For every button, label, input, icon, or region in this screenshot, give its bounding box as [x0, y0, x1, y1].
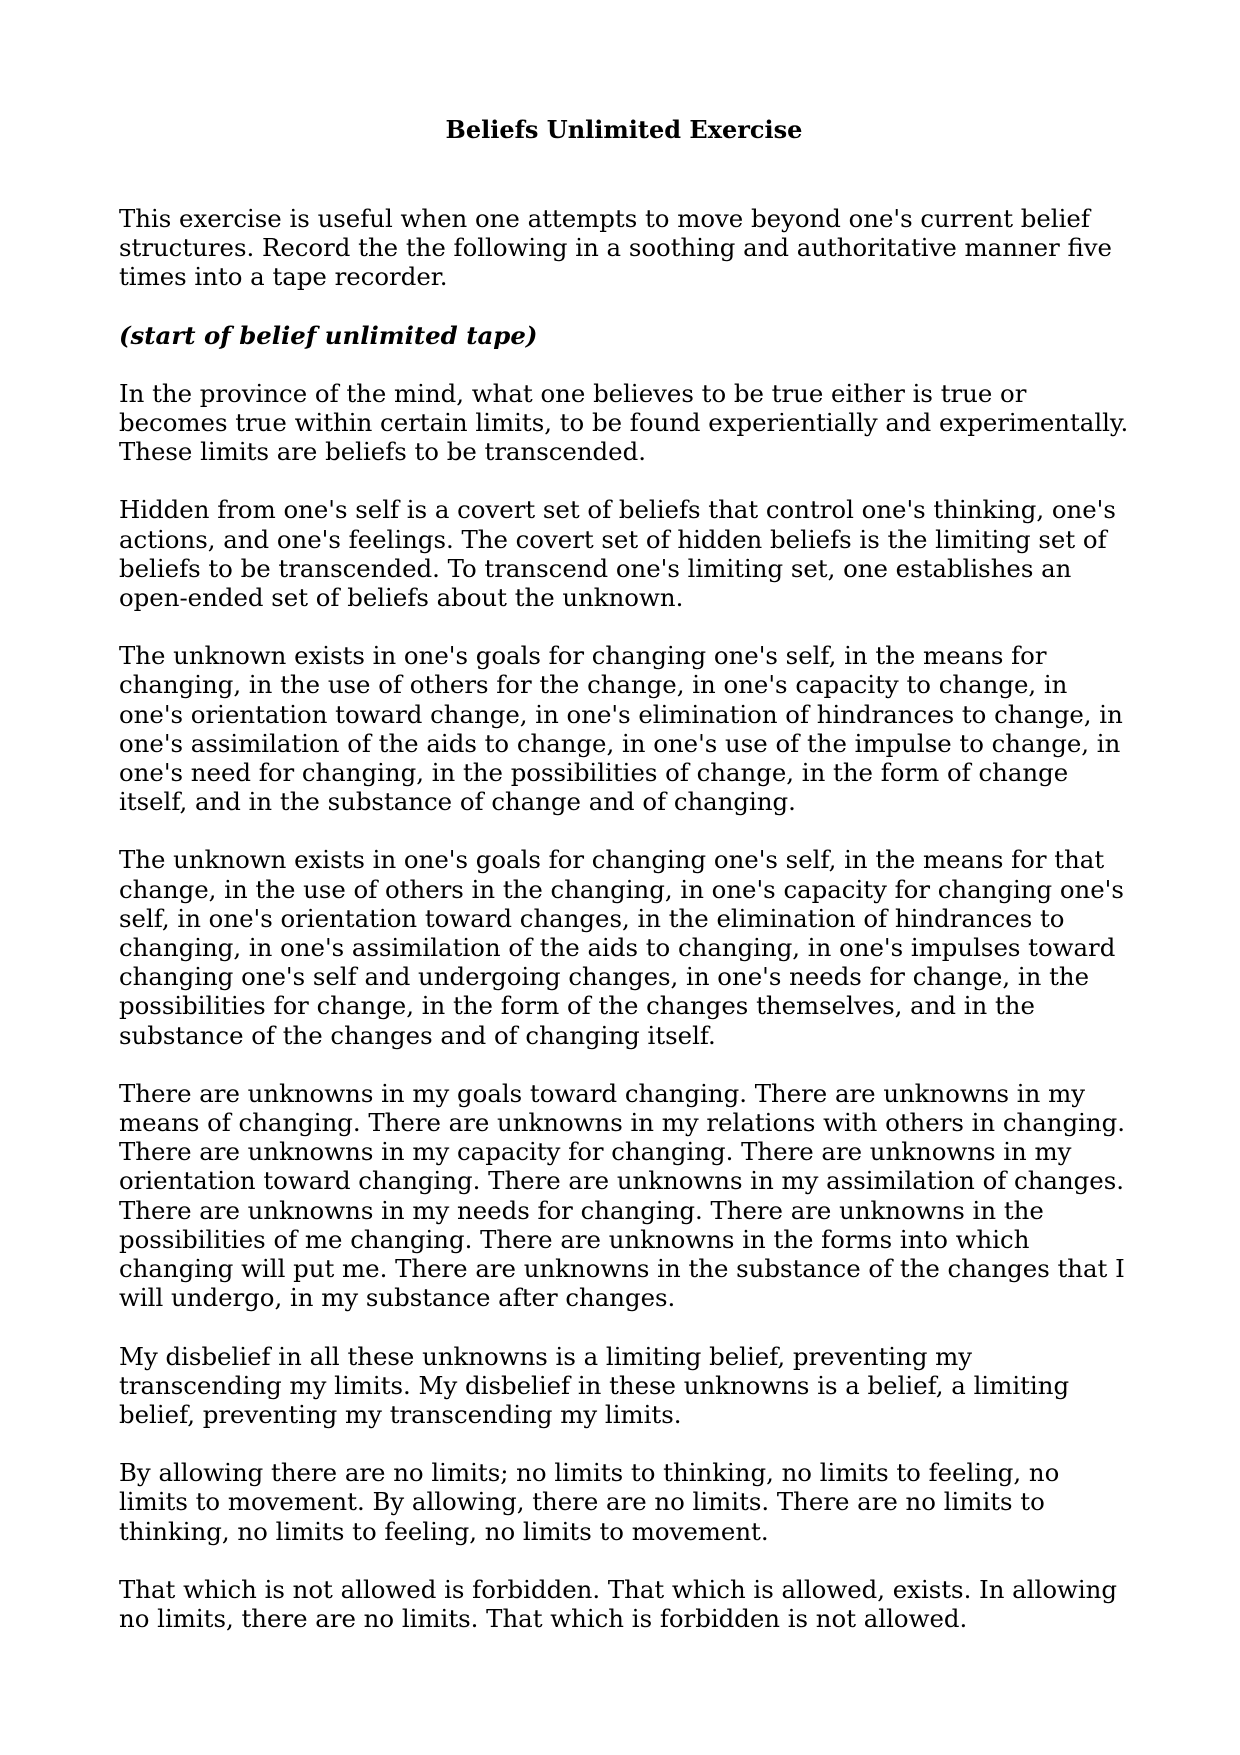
paragraph: There are unknowns in my goals toward changing. There are unknowns in my means of changing. There are unknowns in my relations with others in changing. There are unknowns in my capacity for changing. There are unknowns in my orientation toward changing. There are unknowns in my assimilation of changes. There are unknowns in my needs for changing. There are unknowns in the possibilities of me changing. There are unknowns in the forms into which changing will put me. There are unknowns in the substance of the changes that I will undergo, in my substance after changes. — [119, 1078, 1125, 1313]
document-body — [119, 204, 1129, 1662]
paragraph: The unknown exists in one's goals for changing one's self, in the means for that change, in the use of others in the changing, in one's capacity for changing one's self, in one's orientation toward changes, in the elimination of hindrances to changing, in one's assimilation of the aids to changing, in one's impulses toward changing one's self and undergoing changes, in one's needs for change, in the possibilities for change, in the form of the changes themselves, and in the substance of the changes and of changing itself. — [119, 845, 1124, 1050]
intro-paragraph: This exercise is useful when one attempts to move beyond one's current belief structures. Record the the following in a soothing and authoritative manner five times into a tape recorder. — [119, 204, 1112, 292]
document-title: Beliefs Unlimited Exercise — [445, 115, 803, 144]
paragraph: In the province of the mind, what one believes to be true either is true or becomes true within certain limits, to be found experientially and experimentally. These limits are beliefs to be transcended. — [119, 378, 1129, 467]
paragraph: The unknown exists in one's goals for changing one's self, in the means for changing, in the use of others for the change, in one's capacity to change, in one's orientation toward change, in one's elimination of hindrances to change, in one's assimilation of the aids to change, in one's use of the impulse to change, in one's need for changing, in the possibilities of change, in the form of change itself, and in the substance of change and of changing. — [119, 641, 1123, 817]
tape-start-marker: (start of belief unlimited tape) — [119, 320, 538, 350]
paragraph: That which is not allowed is forbidden. That which is allowed, exists. In allowing no limits, there are no limits. That which is forbidden is not allowed. — [119, 1574, 1118, 1633]
paragraph: My disbelief in all these unknowns is a limiting belief, preventing my transcending my limits. My disbelief in these unknowns is a belief, a limiting belief, preventing my transcending my limits. — [119, 1341, 1070, 1429]
paragraph: By allowing there are no limits; no limits to thinking, no limits to feeling, no limits to movement. By allowing, there are no limits. There are no limits to thinking, no limits to feeling, no limits to movement. — [119, 1458, 1060, 1546]
paragraph: Hidden from one's self is a covert set of beliefs that control one's thinking, one's actions, and one's feelings. The covert set of hidden beliefs is the limiting set of beliefs to be transcended. To transcend one's limiting set, one establishes an open-ended set of beliefs about the unknown. — [119, 495, 1116, 613]
